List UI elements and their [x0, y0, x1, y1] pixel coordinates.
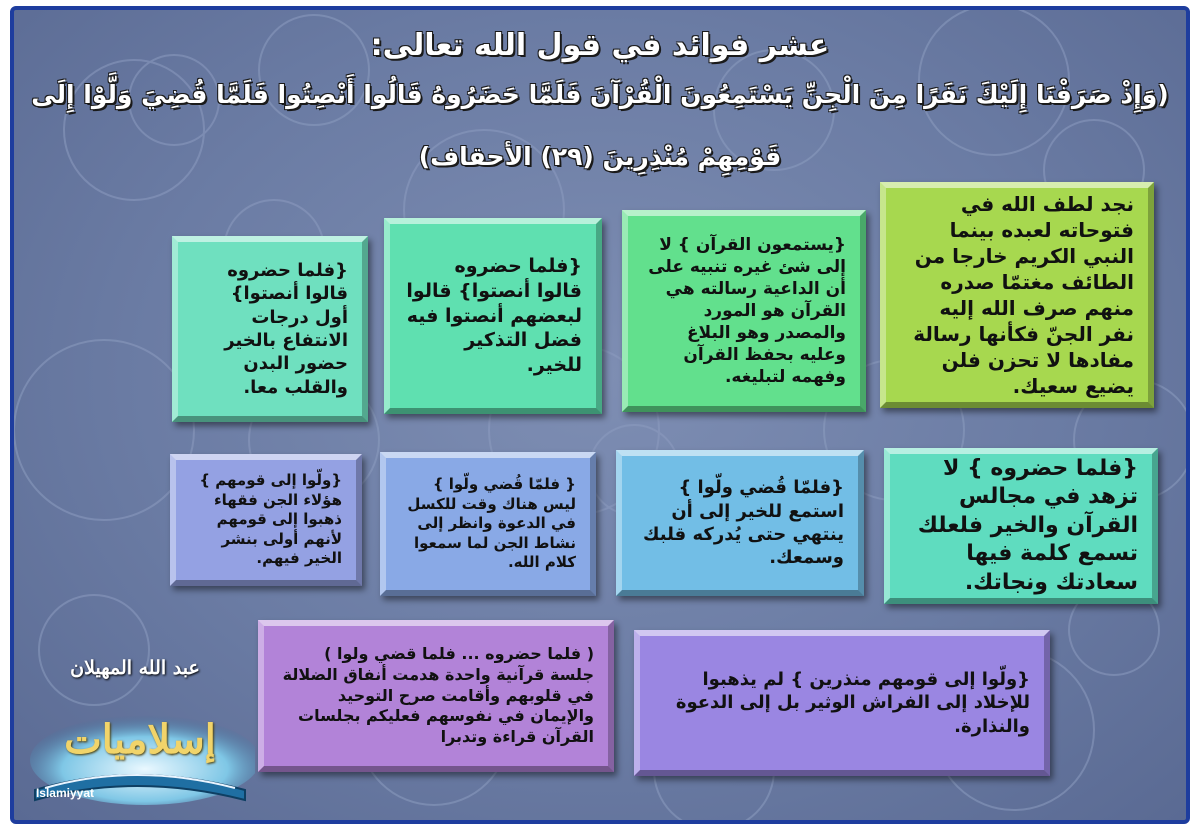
logo-latin-text: Islamiyyat	[35, 786, 95, 800]
logo-arabic-text: إسلاميات	[64, 716, 216, 763]
benefit-card-8	[170, 454, 362, 586]
benefit-card-text: {فلما حضروه } لا تزهد في مجالس القرآن والخير فلعلك تسمع كلمة فيها سعادتك ونجاتك.	[917, 455, 1138, 595]
benefit-card-9	[634, 630, 1050, 776]
benefit-card-10	[258, 620, 614, 772]
benefit-card-text: { فلمّا قُضي ولّوا } ليس هناك وقت للكسل في الدعوة وانظر إلى نشاط الجن لما سمعوا كلام الله.	[407, 475, 576, 572]
benefit-card-text: {فلما حضروه قالوا أنصتوا} أول درجات الانتفاع بالخير حضور البدن والقلب معا.	[224, 259, 348, 398]
page-title: عشر فوائد في قول الله تعالى:	[370, 28, 830, 63]
benefit-card-text: نجد لطف الله في فتوحاته لعبده بينما النبي الكريم خارجا من الطائف مغتمّا صدره منهم صرف الله إليه نفر الجنّ فكأنها رسالة مفادها لا تحزن فلن يضيع سعيك.	[913, 192, 1134, 398]
verse-line-2: قَوْمِهِمْ مُنْذِرِينَ (٢٩) الأحقاف)	[418, 142, 782, 171]
benefit-card-6	[616, 450, 864, 596]
benefit-card-7	[380, 452, 596, 596]
benefit-card-text: {يستمعون القرآن } لا إلى شئ غيره تنبيه على أن الداعية رسالته هي القرآن هو المورد والمصدر وهو البلاغ وعليه بحفظ القرآن وفهمه لتبليغه.	[648, 234, 846, 388]
benefit-card-3	[384, 218, 602, 414]
benefit-card-text: ( فلما حضروه ... فلما قضي ولوا ) جلسة قرآنية واحدة هدمت أنفاق الضلالة في قلوبهم وأقامت صرح التوحيد والإيمان في نفوسهم فعليكم بجلسات القرآن قراءة وتدبرا	[282, 644, 594, 747]
benefit-card-2	[622, 210, 866, 412]
benefit-card-5	[884, 448, 1158, 604]
benefit-card-text: {ولّوا إلى قومهم منذرين } لم يذهبوا للإخلاد إلى الفراش الوثير بل إلى الدعوة والنذارة.	[675, 668, 1030, 737]
verse-line-1: (وَإِذْ صَرَفْنَا إِلَيْكَ نَفَرًا مِنَ الْجِنِّ يَسْتَمِعُونَ الْقُرْآنَ فَلَمَّا حَضَرُوهُ قَالُوا أَنْصِتُوا فَلَمَّا قُضِيَ وَلَّوْا إِلَى	[31, 80, 1169, 109]
benefit-card-text: {ولّوا إلى قومهم } هؤلاء الجن فقهاء ذهبوا إلى قومهم لأنهم أولى بنشر الخير فيهم.	[199, 471, 342, 568]
benefit-card-4	[172, 236, 368, 422]
benefit-card-text: {فلما حضروه قالوا أنصتوا} قالوا لبعضهم أنصتوا فيه فضل التذكير للخير.	[406, 255, 582, 377]
benefit-card-text: {فلمّا قُضي ولّوا } استمع للخير إلى أن ينتهي حتى يُدركه قلبك وسمعك.	[642, 477, 844, 569]
benefit-card-1	[880, 182, 1154, 408]
author-name: عبد الله المهيلان	[70, 657, 200, 679]
